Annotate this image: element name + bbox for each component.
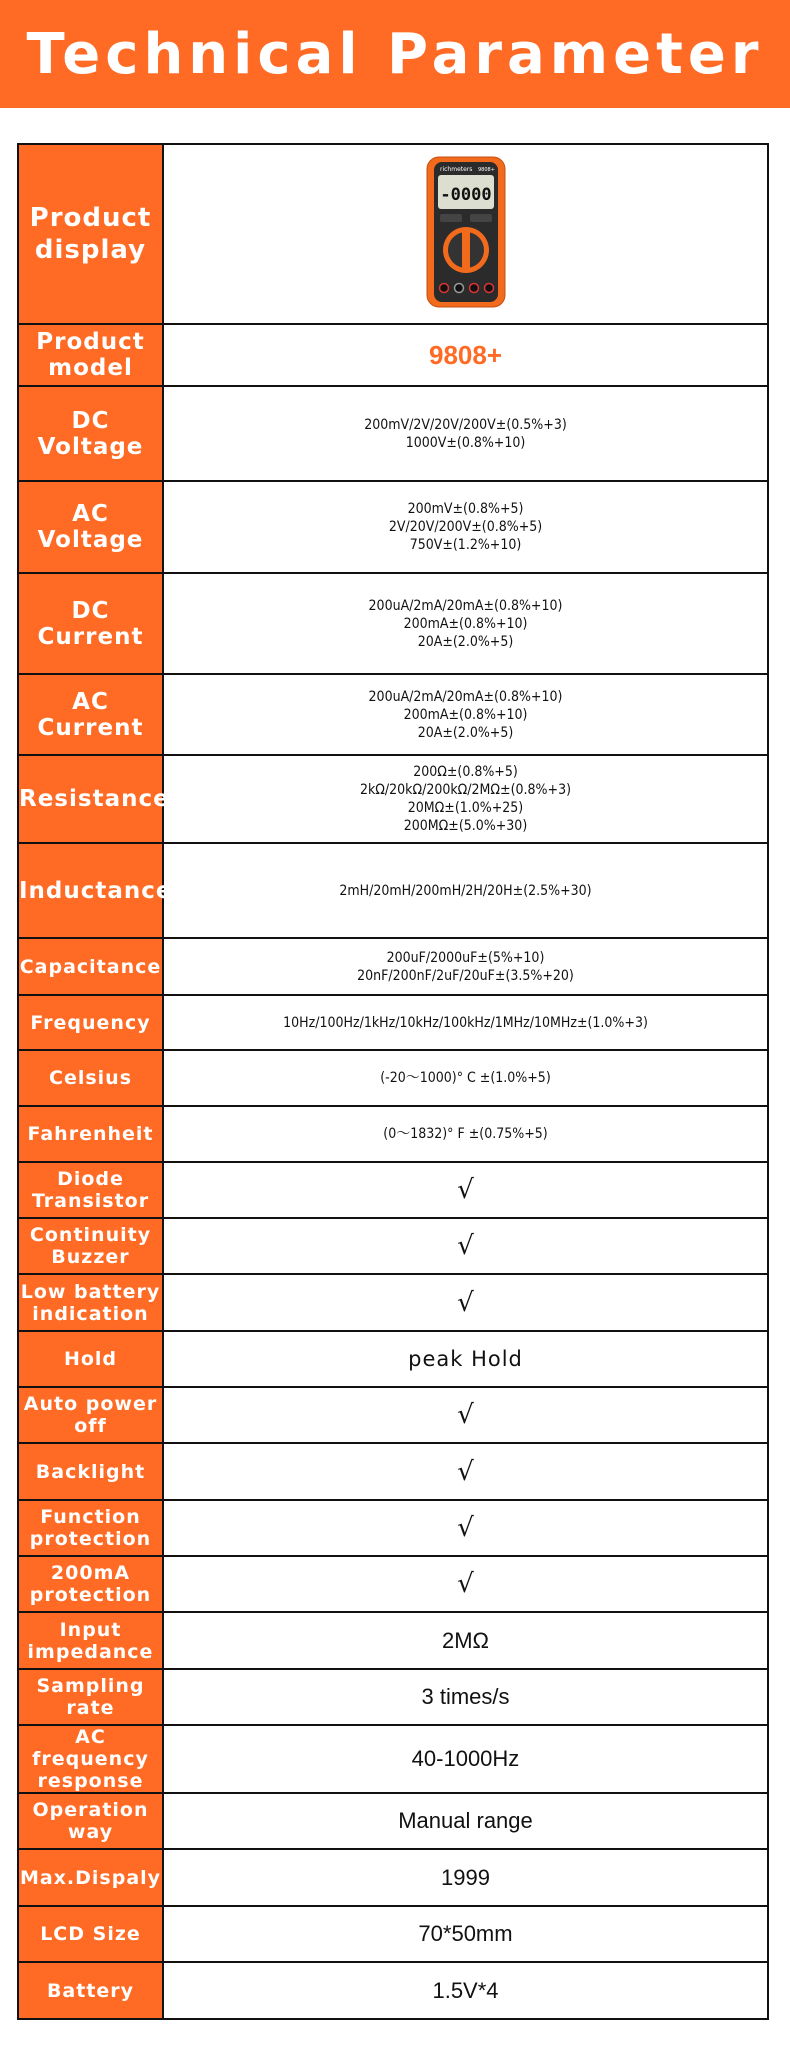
table-row-inductance: [18, 843, 768, 938]
row-label-ac-voltage: AC Voltage: [18, 481, 163, 573]
table-row-200ma-protection: [18, 1556, 768, 1612]
table-row-diode-transistor: [18, 1162, 768, 1218]
row-value-battery: [163, 1962, 768, 2019]
value-line: √: [457, 1569, 474, 1599]
value-line: 200mV±(0.8%+5): [407, 501, 524, 517]
page-title: Technical Parameter: [26, 21, 764, 87]
value-line: 20A±(2.0%+5): [417, 724, 514, 741]
row-value-backlight: [163, 1443, 768, 1500]
value-line: 1999: [441, 1864, 490, 1890]
value-line: √: [457, 1287, 474, 1318]
value-line: peak Hold: [408, 1347, 523, 1371]
row-label-capacitance: Capacitance: [18, 938, 163, 995]
row-label-max-dispaly: Max.Dispaly: [18, 1849, 163, 1906]
value-line: 2kΩ/20kΩ/200kΩ/2MΩ±(0.8%+3): [359, 782, 571, 798]
table-row-battery: [18, 1962, 768, 2019]
row-value-ac-voltage: [163, 481, 768, 573]
row-label-dc-current: DC Current: [18, 573, 163, 674]
table-row-function-protection: [18, 1500, 768, 1556]
row-label-battery: Battery: [18, 1962, 163, 2019]
row-value-function-protection: [163, 1500, 768, 1556]
product-image-cell: [163, 144, 768, 324]
table-row-celsius: [18, 1050, 768, 1106]
row-value-celsius: [163, 1050, 768, 1106]
row-label-resistance: Resistance: [18, 755, 163, 843]
meter-model: 9808+: [477, 166, 495, 173]
table-row-low-battery-indication: [18, 1274, 768, 1331]
value-line: 200uA/2mA/20mA±(0.8%+10): [368, 688, 563, 705]
row-value-resistance: [163, 755, 768, 843]
row-label-operation-way: Operation way: [18, 1793, 163, 1849]
row-label-hold: Hold: [18, 1331, 163, 1387]
value-line: 200uF/2000uF±(5%+10): [386, 949, 545, 966]
value-line: 2mH/20mH/200mH/2H/20H±(2.5%+30): [339, 882, 592, 899]
table-row-lcd-size: [18, 1906, 768, 1962]
table-row-max-dispaly: [18, 1849, 768, 1906]
row-label-backlight: Backlight: [18, 1443, 163, 1500]
table-row-ac-voltage: [18, 481, 768, 573]
table-row-ac-current: [18, 674, 768, 755]
row-label-fahrenheit: Fahrenheit: [18, 1106, 163, 1162]
row-label-dc-voltage: DC Voltage: [18, 386, 163, 481]
table-row-backlight: [18, 1443, 768, 1500]
table-row-ac-frequency-response: [18, 1725, 768, 1793]
row-label-product-model: Product model: [18, 324, 163, 386]
table-row-input-impedance: [18, 1612, 768, 1669]
row-value-fahrenheit: [163, 1106, 768, 1162]
value-line: (0～1832)° F ±(0.75%+5): [383, 1126, 548, 1142]
table-row-product-display: [18, 144, 768, 324]
value-line: 200MΩ±(5.0%+30): [403, 818, 528, 834]
row-value-ac-frequency-response: [163, 1725, 768, 1793]
value-line: 9808+: [428, 340, 503, 370]
row-value-continuity-buzzer: [163, 1218, 768, 1274]
row-value-low-battery-indication: [163, 1274, 768, 1331]
value-line: 200mA±(0.8%+10): [403, 706, 528, 723]
row-value-inductance: [163, 843, 768, 938]
row-label-inductance: Inductance: [18, 843, 163, 938]
table-row-hold: [18, 1331, 768, 1387]
value-line: 2MΩ: [441, 1627, 489, 1653]
row-label-auto-power-off: Auto power off: [18, 1387, 163, 1443]
row-label-frequency: Frequency: [18, 995, 163, 1050]
value-line: 20nF/200nF/2uF/20uF±(3.5%+20): [357, 967, 574, 984]
value-line: 750V±(1.2%+10): [409, 537, 522, 553]
value-line: 3 times/s: [421, 1684, 510, 1709]
value-line: 1000V±(0.8%+10): [405, 434, 526, 451]
row-label-input-impedance: Input impedance: [18, 1612, 163, 1669]
table-row-frequency: [18, 995, 768, 1050]
row-value-operation-way: [163, 1793, 768, 1849]
row-value-auto-power-off: [163, 1387, 768, 1443]
spec-table: [17, 143, 769, 2020]
row-label-diode-transistor: Diode Transistor: [18, 1162, 163, 1218]
value-line: (-20～1000)° C ±(1.0%+5): [380, 1070, 551, 1086]
value-line: 200mA±(0.8%+10): [403, 615, 528, 632]
row-label-product-display: Product display: [18, 144, 163, 324]
value-line: 40-1000Hz: [411, 1746, 520, 1771]
row-label-sampling-rate: Sampling rate: [18, 1669, 163, 1725]
table-row-auto-power-off: [18, 1387, 768, 1443]
value-line: √: [457, 1513, 474, 1543]
row-value-input-impedance: [163, 1612, 768, 1669]
value-line: 20MΩ±(1.0%+25): [407, 800, 524, 816]
row-value-dc-voltage: [163, 386, 768, 481]
value-line: √: [457, 1175, 474, 1205]
table-row-operation-way: [18, 1793, 768, 1849]
value-line: 200uA/2mA/20mA±(0.8%+10): [368, 597, 563, 614]
multimeter-image: [426, 156, 506, 308]
row-label-low-battery-indication: Low battery indication: [18, 1274, 163, 1331]
value-line: √: [457, 1231, 474, 1261]
row-value-hold: [163, 1331, 768, 1387]
table-row-dc-voltage: [18, 386, 768, 481]
row-label-ac-current: AC Current: [18, 674, 163, 755]
table-row-capacitance: [18, 938, 768, 995]
table-row-sampling-rate: [18, 1669, 768, 1725]
row-label-function-protection: Function protection: [18, 1500, 163, 1556]
table-row-continuity-buzzer: [18, 1218, 768, 1274]
value-line: 1.5V*4: [432, 1977, 499, 2003]
row-value-diode-transistor: [163, 1162, 768, 1218]
row-value-ac-current: [163, 674, 768, 755]
value-line: 200Ω±(0.8%+5): [413, 764, 518, 780]
row-value-max-dispaly: [163, 1849, 768, 1906]
row-value-dc-current: [163, 573, 768, 674]
value-line: 10Hz/100Hz/1kHz/10kHz/100kHz/1MHz/10MHz±(1.0%+3): [283, 1014, 648, 1031]
row-label-200ma-protection: 200mA protection: [18, 1556, 163, 1612]
row-label-continuity-buzzer: Continuity Buzzer: [18, 1218, 163, 1274]
table-row-fahrenheit: [18, 1106, 768, 1162]
row-label-lcd-size: LCD Size: [18, 1906, 163, 1962]
row-value-capacitance: [163, 938, 768, 995]
row-value-200ma-protection: [163, 1556, 768, 1612]
value-line: √: [457, 1456, 474, 1487]
row-value-sampling-rate: [163, 1669, 768, 1725]
row-value-product-model: [163, 324, 768, 386]
value-line: 2V/20V/200V±(0.8%+5): [388, 519, 543, 535]
table-row-product-model: [18, 324, 768, 386]
row-label-celsius: Celsius: [18, 1050, 163, 1106]
row-value-frequency: [163, 995, 768, 1050]
row-label-ac-frequency-response: AC frequency response: [18, 1725, 163, 1793]
value-line: √: [457, 1400, 474, 1430]
row-value-lcd-size: [163, 1906, 768, 1962]
table-row-dc-current: [18, 573, 768, 674]
table-row-resistance: [18, 755, 768, 843]
value-line: 20A±(2.0%+5): [417, 633, 514, 650]
meter-brand: richmeters: [439, 165, 472, 173]
value-line: 70*50mm: [418, 1921, 513, 1946]
page-title-banner: [0, 0, 790, 108]
value-line: Manual range: [398, 1808, 533, 1833]
value-line: 200mV/2V/20V/200V±(0.5%+3): [364, 416, 567, 433]
meter-lcd-reading: -0000: [439, 184, 492, 205]
